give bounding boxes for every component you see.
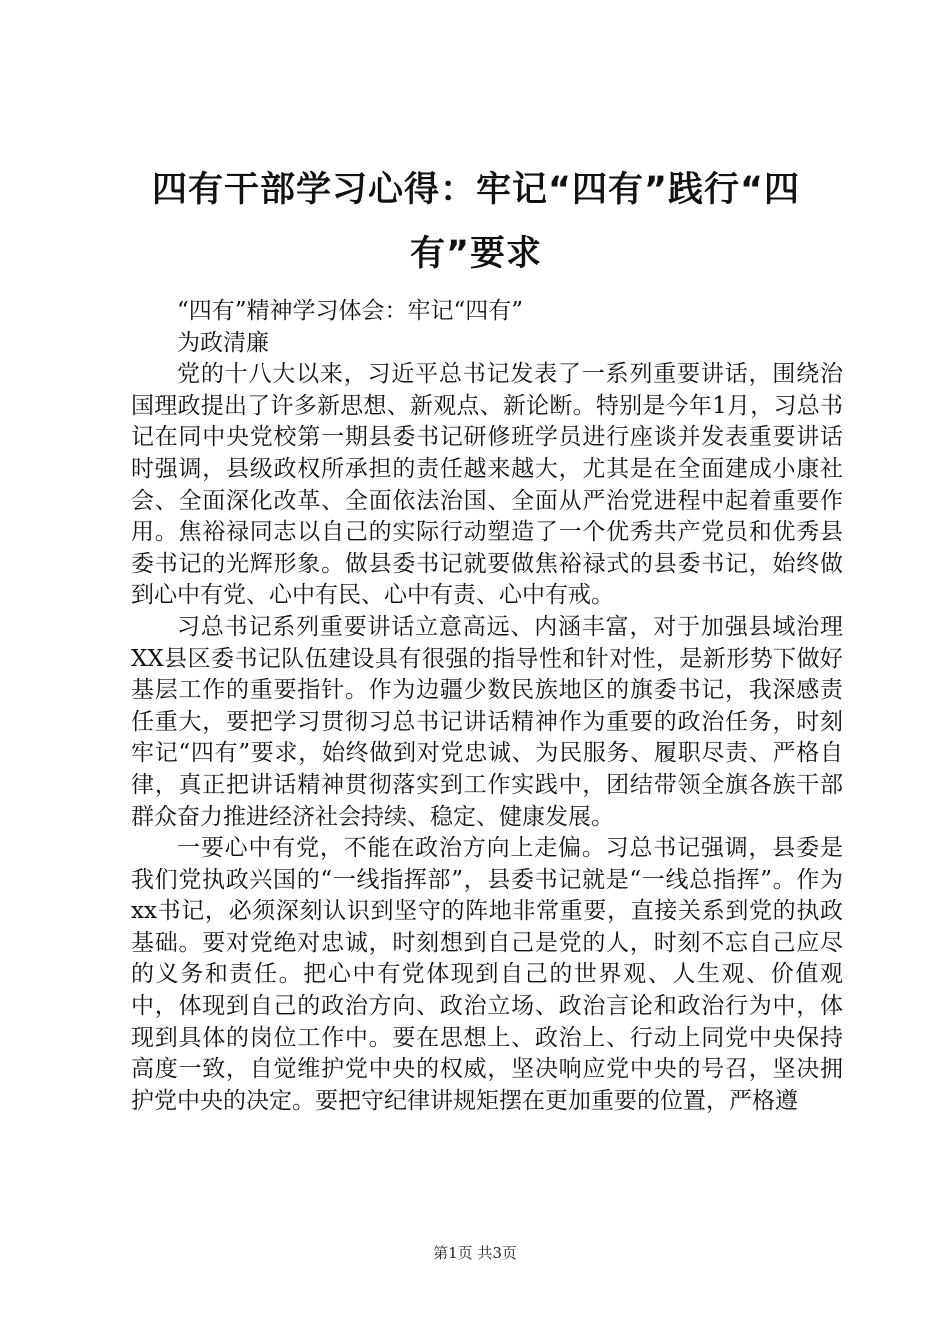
subtitle-line-2: 为政清廉	[177, 329, 269, 356]
paragraph-intro: 党的十八大以来，习近平总书记发表了一系列重要讲话，围绕治国理政提出了许多新思想、新观点、新论断。特别是今年1月，习总书记在同中央党校第一期县委书记研修班学员进行座谈并发表重要讲话时强调，县级政权所承担的责任越来越大，尤其是在全面建成小康社会、全面深化改革、全面依法治国、全面从严治党进程中起着重要作用。焦裕禄同志以自己的实际行动塑造了一个优秀共产党员和优秀县委书记的光辉形象。做县委书记就要做焦裕禄式的县委书记，始终做到心中有党、心中有民、心中有责、心中有戒。	[131, 361, 843, 609]
subtitle-line-1: “四有”精神学习体会：牢记“四有”	[177, 298, 524, 324]
paragraph-responsibility: 习总书记系列重要讲话立意高远、内涵丰富，对于加强县域治理XX县区委书记队伍建设具有很强的指导性和针对性，是新形势下做好基层工作的重要指针。作为边疆少数民族地区的旗委书记，我深感责任重大，要把学习贯彻习总书记讲话精神作为重要的政治任务，时刻牢记“四有”要求，始终做到对党忠诚、为民服务、履职尽责、严格自律，真正把讲话精神贯彻落实到工作实践中，团结带领全旗各族干部群众奋力推进经济社会持续、稳定、健康发展。	[131, 613, 843, 830]
page-number-footer: 第1页 共3页	[433, 1244, 517, 1262]
document-body	[131, 296, 843, 1117]
paragraph-heart-party: 一要心中有党，不能在政治方向上走偏。习总书记强调，县委是我们党执政兴国的“一线指挥部”，县委书记就是“一线总指挥”。作为xx书记，必须深刻认识到坚守的阵地非常重要，直接关系到党的执政基础。要对党绝对忠诚，时刻想到自己是党的人，时刻不忘自己应尽的义务和责任。把心中有党体现到自己的世界观、人生观、价值观中，体现到自己的政治方向、政治立场、政治言论和政治行为中，体现到具体的岗位工作中。要在思想上、政治上、行动上同党中央保持高度一致，自觉维护党中央的权威，坚决响应党中央的号召，坚决拥护党中央的决定。要把守纪律讲规矩摆在更加重要的位置，严格遵	[131, 835, 843, 1114]
document-title: 四有干部学习心得：牢记“四有”践行“四有”要求	[151, 170, 800, 274]
